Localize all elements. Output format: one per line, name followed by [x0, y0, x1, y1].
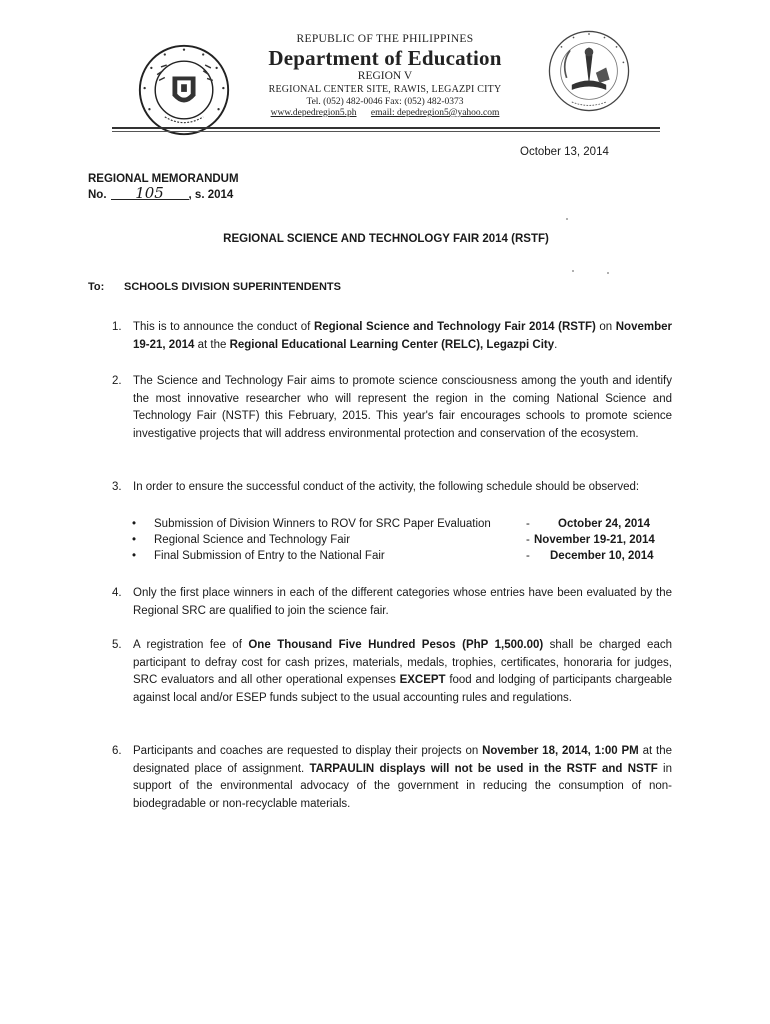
schedule-activity: Regional Science and Technology Fair [154, 534, 351, 546]
schedule-date: October 24, 2014 [558, 518, 651, 530]
text-run: Participants and coaches are requested to display their projects on [133, 745, 483, 757]
text-run: A registration fee of [133, 639, 249, 651]
memo-date: October 13, 2014 [520, 146, 609, 158]
item-number: 5. [112, 639, 122, 651]
letterhead-website[interactable]: www.depedregion5.ph [270, 108, 357, 118]
memo-no-label: No. [88, 189, 107, 201]
memo-series: , s. 2014 [188, 189, 234, 201]
paragraph-5 [112, 637, 672, 707]
memo-number-handwritten: 105 [111, 187, 189, 200]
schedule-activity: Final Submission of Entry to the National Fair [154, 550, 385, 562]
deped-seal-icon [136, 42, 232, 138]
scan-speck [572, 270, 574, 272]
to-recipients: SCHOOLS DIVISION SUPERINTENDENTS [124, 281, 341, 293]
paragraph-text [133, 319, 672, 354]
region-v-seal-icon [546, 28, 632, 114]
paragraph-text: In order to ensure the successful conduct of the activity, the following schedule should be observed: [133, 481, 640, 493]
letterhead-site: REGIONAL CENTER SITE, RAWIS, LEGAZPI CITY [268, 84, 502, 95]
paragraph-text [133, 637, 672, 707]
letterhead-tel: Tel. (052) 482-0046 Fax: (052) 482-0373 [306, 97, 464, 107]
paragraph-3 [112, 479, 672, 497]
letterhead-department: Department of Education [268, 46, 502, 70]
schedule-row [112, 516, 672, 532]
text-run: food and lodging of participants chargeable against local and/or ESEP funds subject to the usual accounting rules and regulations. [133, 674, 672, 704]
text-run: . [554, 338, 558, 351]
letterhead-email[interactable]: email: depedregion5@yahoo.com [370, 108, 500, 118]
paragraph-2 [112, 373, 672, 443]
memo-subject: REGIONAL SCIENCE AND TECHNOLOGY FAIR 2014 (RSTF) [223, 233, 549, 245]
schedule-date: December 10, 2014 [550, 550, 654, 562]
schedule-activity: Submission of Division Winners to ROV for SRC Paper Evaluation [154, 518, 491, 530]
bullet-icon: • [132, 550, 137, 562]
schedule-dash: - [526, 518, 530, 530]
memo-number-line [88, 184, 234, 202]
event-dates: November 19-21, 2014 [133, 321, 672, 351]
text-run: shall be charged each participant to defray cost for cash prizes, materials, medals, trophies, certificates, honoraria for judges, SRC evaluators and all other operational expenses [133, 639, 672, 687]
item-number: 4. [112, 587, 122, 599]
display-schedule: November 18, 2014, 1:00 PM [482, 745, 639, 757]
to-label: To: [88, 281, 105, 293]
letterhead-rule-thin [112, 131, 660, 132]
scan-speck [607, 272, 609, 274]
bullet-icon: • [132, 518, 137, 530]
letterhead-region: REGION V [357, 70, 413, 82]
paragraph-text [133, 743, 672, 813]
tarpaulin-notice: TARPAULIN displays will not be used in the RSTF and NSTF [309, 762, 658, 775]
text-run: at the designated place of assignment. [133, 745, 672, 775]
text-run: at the [194, 338, 230, 351]
paragraph-6 [112, 743, 672, 813]
item-number: 1. [112, 321, 122, 333]
schedule-dash: - [526, 534, 530, 546]
registration-fee: One Thousand Five Hundred Pesos (PhP 1,500.00) [248, 639, 544, 651]
schedule-list [112, 516, 672, 564]
paragraph-4 [112, 585, 672, 620]
except-emphasis: EXCEPT [399, 674, 446, 687]
text-run: This is to announce the conduct of [133, 321, 314, 333]
schedule-dash: - [526, 550, 530, 562]
paragraph-text: The Science and Technology Fair aims to promote science consciousness among the youth and identify the most innovative researcher who will represent the region in the coming National Science and Technology Fair (NSTF) this February, 2015. This year's fair encourages schools to promote science investigative projects that will address environmental protection and conservation of the ecosystem. [133, 375, 672, 440]
text-run: on [595, 321, 616, 333]
memo-title: REGIONAL MEMORANDUM [88, 173, 239, 185]
letterhead-republic: REPUBLIC OF THE PHILIPPINES [296, 33, 474, 45]
item-number: 6. [112, 745, 122, 757]
schedule-date: November 19-21, 2014 [534, 534, 655, 546]
schedule-row [112, 548, 672, 564]
paragraph-text: Only the first place winners in each of the different categories whose entries have been evaluated by the Regional SRC are qualified to join the science fair. [133, 587, 672, 617]
scan-speck [566, 218, 568, 220]
text-run: in support of the environmental advocacy of the government in reducing the consumption of non-biodegradable or non-recyclable materials. [133, 762, 672, 810]
item-number: 2. [112, 375, 122, 387]
letterhead-rule [112, 127, 660, 129]
schedule-row [112, 532, 672, 548]
paragraph-1 [112, 319, 672, 354]
item-number: 3. [112, 481, 122, 493]
bullet-icon: • [132, 534, 137, 546]
event-venue: Regional Educational Learning Center (RELC), Legazpi City [229, 338, 555, 351]
event-name: Regional Science and Technology Fair 2014 (RSTF) [313, 321, 596, 333]
letterhead-contacts [230, 108, 540, 118]
